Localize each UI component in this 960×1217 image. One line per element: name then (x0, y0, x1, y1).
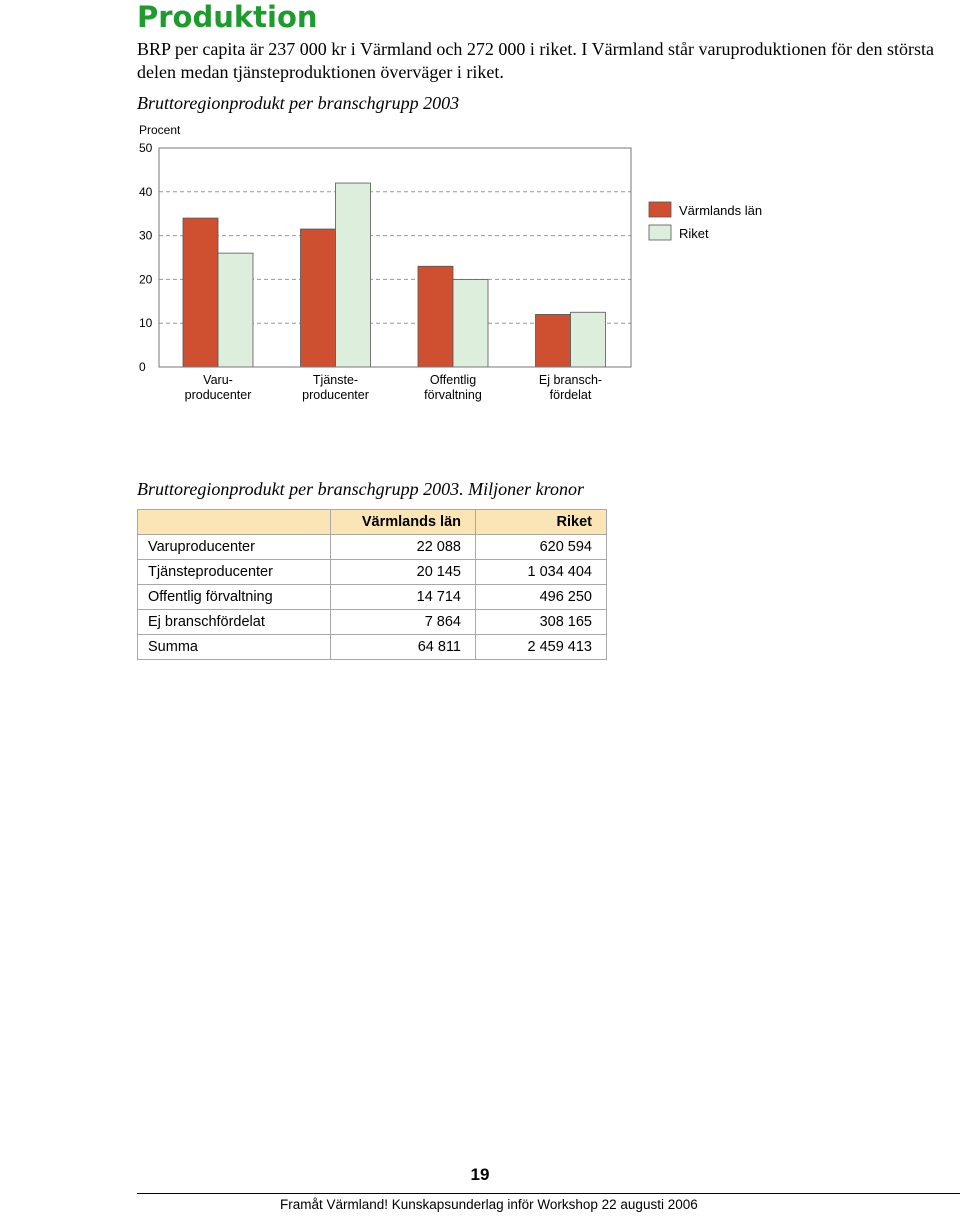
data-table (137, 509, 607, 660)
bar-riket (453, 279, 488, 367)
chart-caption: Bruttoregionprodukt per branschgrupp 2003 (137, 93, 460, 113)
bar-chart (0, 0, 960, 470)
table-row (138, 585, 607, 610)
table-header-cell: Värmlands län (331, 510, 476, 535)
table-cell: 620 594 (476, 535, 607, 560)
table-cell: 2 459 413 (476, 635, 607, 660)
x-tick-label: Varu-producenter (184, 373, 252, 402)
intro-paragraph: BRP per capita är 237 000 kr i Värmland och 272 000 i riket. I Värmland står varuproduktionen för den största delen medan tjänsteproduktionen överväger i riket. (137, 39, 934, 82)
table-row (138, 560, 607, 585)
bar-varmland (301, 229, 336, 367)
table-cell: 1 034 404 (476, 560, 607, 585)
bar-varmland (183, 218, 218, 367)
table-header-row (138, 510, 607, 535)
footer-text: Framåt Värmland! Kunskapsunderlag inför Workshop 22 augusti 2006 (280, 1197, 698, 1212)
bar-riket (336, 183, 371, 367)
table-cell: 64 811 (331, 635, 476, 660)
footer-divider (137, 1193, 960, 1194)
table-caption: Bruttoregionprodukt per branschgrupp 2003. Miljoner kronor (137, 479, 584, 499)
legend-label: Värmlands län (679, 203, 763, 218)
table-cell: Offentlig förvaltning (138, 585, 331, 610)
x-tick-labels (185, 373, 602, 402)
table-cell: 7 864 (331, 610, 476, 635)
x-tick-label: Offentlig förvaltning (424, 373, 482, 402)
legend-swatch (649, 202, 671, 217)
table-cell: Summa (138, 635, 331, 660)
table-cell: Ej branschfördelat (138, 610, 331, 635)
table-row (138, 535, 607, 560)
table-cell: 14 714 (331, 585, 476, 610)
y-tick-label: 40 (139, 184, 153, 199)
table-cell: 496 250 (476, 585, 607, 610)
legend-swatch (649, 225, 671, 240)
table-cell: Varuproducenter (138, 535, 331, 560)
legend-label: Riket (679, 226, 709, 241)
legend (649, 202, 762, 241)
bar-varmland (536, 314, 571, 367)
x-tick-label: Ej bransch-fördelat (538, 373, 603, 402)
y-axis-label: Procent (139, 123, 181, 137)
table-row (138, 610, 607, 635)
table-cell: 22 088 (331, 535, 476, 560)
page-heading: Produktion (137, 0, 318, 34)
y-tick-label: 50 (139, 141, 153, 155)
table-cell: Tjänsteproducenter (138, 560, 331, 585)
y-tick-label: 30 (139, 228, 153, 243)
bars (183, 183, 606, 367)
bar-riket (571, 312, 606, 367)
y-tick-label: 10 (139, 316, 153, 331)
y-tick-label: 20 (139, 272, 153, 287)
table-header-cell (138, 510, 331, 535)
table-cell: 20 145 (331, 560, 476, 585)
table-row (138, 635, 607, 660)
y-tick-label: 0 (139, 360, 146, 374)
x-tick-label: Tjänste-producenter (302, 373, 369, 402)
table-header-cell: Riket (476, 510, 607, 535)
page-number: 19 (470, 1165, 490, 1184)
y-tick-labels (139, 141, 153, 374)
table-cell: 308 165 (476, 610, 607, 635)
bar-riket (218, 253, 253, 367)
bar-varmland (418, 266, 453, 367)
